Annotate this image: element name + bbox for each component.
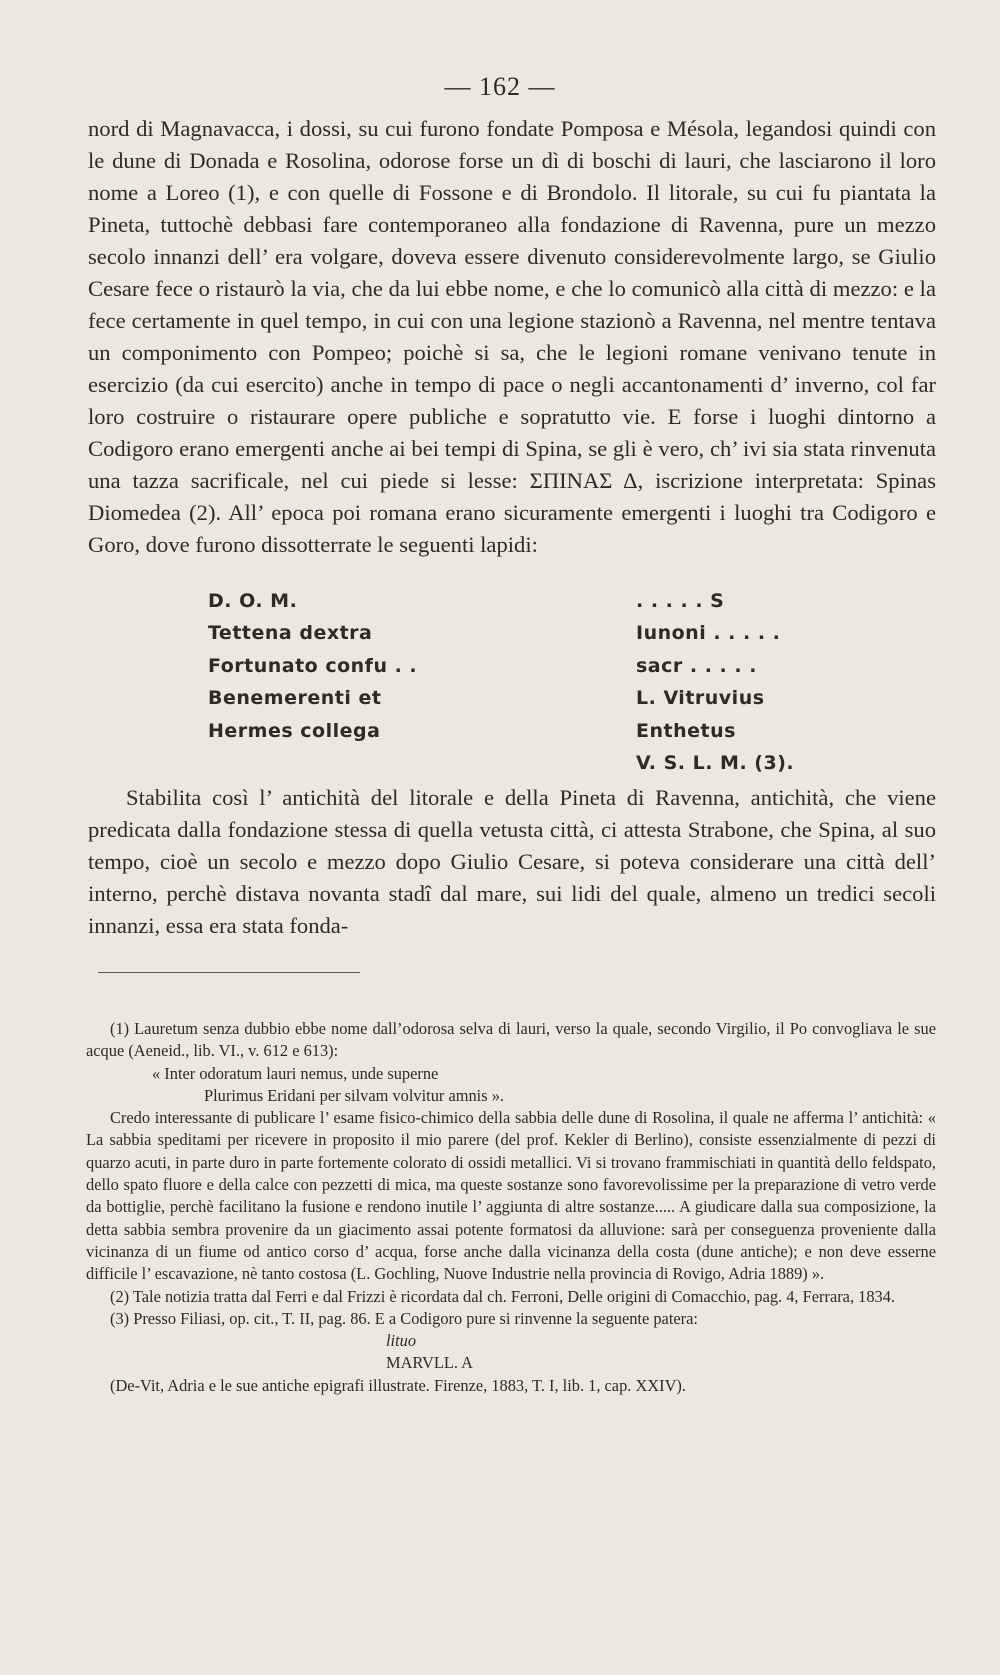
main-text-continued <box>88 782 936 942</box>
inscriptions-block <box>208 585 848 780</box>
footnote-3: (3) Presso Filiasi, op. cit., T. II, pag. 86. E a Codigoro pure si rinvenne la seguente patera: <box>110 1308 698 1328</box>
inscription-line: L. Vitruvius <box>636 687 765 710</box>
footnote-divider <box>98 972 360 973</box>
inscription-line: . . . . . S <box>636 590 725 612</box>
patera-inscription: MARVLL. A <box>386 1353 474 1373</box>
footnote-2: (2) Tale notizia tratta dal Ferri e dal Frizzi è ricordata dal ch. Ferroni, Delle origini di Comacchio, pag. 4, Ferrara, 1834. <box>110 1286 896 1306</box>
patera-word: lituo <box>386 1331 417 1351</box>
footnotes <box>86 1018 936 1397</box>
inscription-line: D. O. M. <box>208 590 298 612</box>
footnote-3-source: (De-Vit, Adria e le sue antiche epigrafi illustrate. Firenze, 1883, T. I, lib. 1, cap. XXIV). <box>110 1375 686 1395</box>
inscription-line: Tettena dextra <box>208 622 373 645</box>
paragraph-2: Stabilita così l’ antichità del litorale e della Pineta di Ravenna, antichità, che viene predicata dalla fondazione stessa di quella vetusta città, ci attesta Strabone, che Spina, al suo tempo, cioè un secolo e mezzo dopo Giulio Cesare, si poteva considerare una città dell’ interno, perchè distava novanta stadî dal mare, sui lidi del quale, almeno un tredici secoli innanzi, essa era stata fonda- <box>88 785 936 938</box>
inscription-line: Enthetus <box>636 719 736 742</box>
inscription-line: V. S. L. M. (3). <box>636 751 795 774</box>
inscription-line: Fortunato confu . . <box>208 654 418 677</box>
inscription-left <box>208 585 417 747</box>
footnote-1-paragraph: Credo interessante di publicare l’ esame fisico-chimico della sabbia delle dune di Rosolina, il quale ne afferma l’ antichità: « La sabbia speditami per ricevere in proposito il mio parere (del prof. Kekler di Berlino), consiste essenzialmente di pezzi di quarzo acuti, in parte duro in parte fortemente colorato di ossidi metallici. Vi si trovano frammischiati in quantità dello feldspato, dello spato fluore e della calce con pezzetti di mica, ma queste sostanze sono favorevolissime per la preparazione di vetro verde da bottiglie, perchè facilitano la fusione e rendono inutile l’ aggiunta di altre sostanze..... A giudicare dalla sua composizione, la detta sabbia sembra provenire da un giacimento assai potente formatosi da alluvione: sarà per conseguenza proveniente dalla vicinanza di un fiume od antico corso d’ acqua, forse anche dalla vicinanza della costa (dune antiche); e non deve esserne difficile l’ escavazione, nè tanto costosa (L. Gochling, Nuove Industrie nella provincia di Rovigo, Adria 1889) ». <box>86 1108 936 1284</box>
inscription-right <box>636 585 794 779</box>
verse-line: Plurimus Eridani per silvam volvitur amnis ». <box>204 1085 505 1105</box>
inscription-line: Benemerenti et <box>208 687 382 710</box>
inscription-line: sacr . . . . . <box>636 654 757 677</box>
verse-line: « Inter odoratum lauri nemus, unde superne <box>152 1063 439 1083</box>
inscription-line: Iunoni . . . . . <box>636 622 781 645</box>
inscription-line: Hermes collega <box>208 719 381 742</box>
footnote-1: (1) Lauretum senza dubbio ebbe nome dall’odorosa selva di lauri, verso la quale, secondo Virgilio, il Po convogliava le sue acque (Aeneid., lib. VI., v. 612 e 613): <box>86 1019 936 1061</box>
page-number: — 162 — <box>444 72 556 101</box>
paragraph-1: nord di Magnavacca, i dossi, su cui furono fondate Pomposa e Mésola, legandosi quindi con le dune di Donada e Rosolina, odorose forse un dì di boschi di lauri, che lasciarono il loro nome a Loreo (1), e con quelle di Fossone e di Brondolo. Il litorale, su cui fu piantata la Pineta, tuttochè debbasi fare contemporaneo alla fondazione di Ravenna, pure un mezzo secolo innanzi dell’ era volgare, doveva essere divenuto considerevolmente largo, se Giulio Cesare fece o ristaurò la via, che da lui ebbe nome, e che lo comunicò alla città di mezzo: e la fece certamente in quel tempo, in cui con una legione stazionò a Ravenna, nel mentre tentava un componimento con Pompeo; poichè si sa, che le legioni romane venivano tenute in esercizio (da cui esercito) anche in tempo di pace o negli accantonamenti d’ inverno, col far loro costruire o ristaurare opere publiche e sopratutto vie. E forse i luoghi dintorno a Codigoro erano emergenti anche ai bei tempi di Spina, se gli è vero, ch’ ivi sia stata rinvenuta una tazza sacrificale, nel cui piede si lesse: ΣΠΙΝΑΣ Δ, iscrizione interpretata: Spinas Diomedea (2). All’ epoca poi romana erano sicuramente emergenti i luoghi tra Codigoro e Goro, dove furono dissotterrate le seguenti lapidi: <box>88 116 936 557</box>
main-text <box>88 113 936 561</box>
